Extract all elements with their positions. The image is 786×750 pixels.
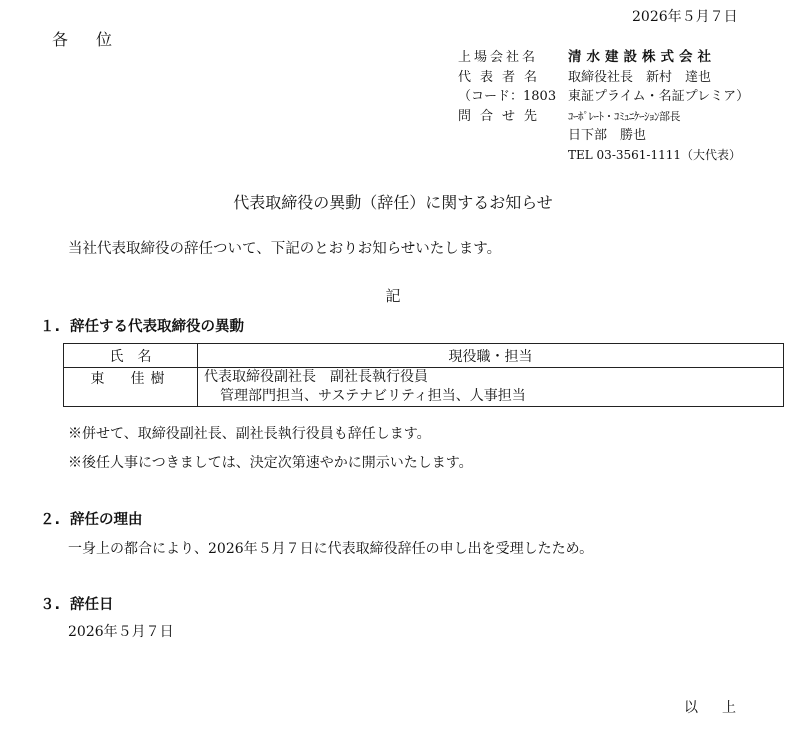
company-name-label: 上場会社名 bbox=[458, 50, 539, 65]
section-heading-3 bbox=[40, 593, 114, 614]
note-successor: ※後任人事につきましては、決定次第速やかに開示いたします。 bbox=[68, 455, 473, 471]
section-title: 辞任する代表取締役の異動 bbox=[70, 319, 244, 335]
ki-heading: 記 bbox=[385, 287, 401, 305]
note-concurrent-resignation: ※併せて、取締役副社長、副社長執行役員も辞任します。 bbox=[68, 426, 431, 442]
representative-label: 代表者名 bbox=[458, 69, 547, 85]
company-info-block bbox=[458, 48, 749, 165]
officer-name: 東 佳樹 bbox=[64, 368, 198, 407]
intro-paragraph: 当社代表取締役の辞任ついて、下記のとおりお知らせいたします。 bbox=[68, 241, 502, 257]
document-date: 2026年５月７日 bbox=[632, 9, 738, 25]
table-header-row bbox=[64, 344, 784, 368]
representative-row bbox=[458, 68, 749, 88]
contact-tel-row bbox=[458, 146, 749, 166]
code-row bbox=[458, 87, 749, 107]
header-role: 現役職・担当 bbox=[198, 344, 784, 368]
contact-row bbox=[458, 107, 749, 127]
code-label: （コード：1803 bbox=[458, 89, 557, 104]
section-number: １. bbox=[40, 319, 61, 335]
role-line-1: 代表取締役副社長 副社長執行役員 bbox=[204, 369, 428, 385]
officer-table bbox=[63, 343, 784, 407]
role-line-2: 管理部門担当、サステナビリティ担当、人事担当 bbox=[220, 388, 526, 404]
addressee: 各位 bbox=[52, 30, 141, 49]
section-heading-2 bbox=[40, 508, 143, 529]
contact-person: 日下部 勝也 bbox=[568, 128, 647, 143]
officer-role bbox=[198, 368, 784, 407]
contact-department: ｺｰﾎﾟﾚｰﾄ・ｺﾐｭﾆｹｰｼｮﾝ部長 bbox=[568, 109, 680, 123]
resignation-date: 2026年５月７日 bbox=[68, 624, 174, 640]
company-name: 清水建設株式会社 bbox=[568, 49, 716, 65]
section-number: ２. bbox=[40, 512, 61, 528]
closing-mark: 以上 bbox=[684, 700, 760, 716]
section-title: 辞任日 bbox=[70, 597, 114, 613]
section-heading-1 bbox=[40, 315, 244, 336]
section-title: 辞任の理由 bbox=[70, 512, 143, 528]
contact-tel: TEL 03-3561-1111（大代表） bbox=[568, 147, 742, 162]
page-title: 代表取締役の異動（辞任）に関するお知らせ bbox=[233, 193, 553, 212]
listing-info: 東証プライム・名証プレミア） bbox=[568, 89, 750, 104]
representative-name: 取締役社長 新村 達也 bbox=[568, 69, 712, 85]
table-row bbox=[64, 368, 784, 407]
resignation-reason: 一身上の都合により、2026年５月７日に代表取締役辞任の申し出を受理したため。 bbox=[68, 541, 594, 557]
section-number: ３. bbox=[40, 597, 61, 613]
contact-person-row bbox=[458, 126, 749, 146]
header-name: 氏 名 bbox=[64, 344, 198, 368]
contact-label: 問合せ先 bbox=[458, 108, 547, 124]
company-name-row bbox=[458, 48, 749, 68]
